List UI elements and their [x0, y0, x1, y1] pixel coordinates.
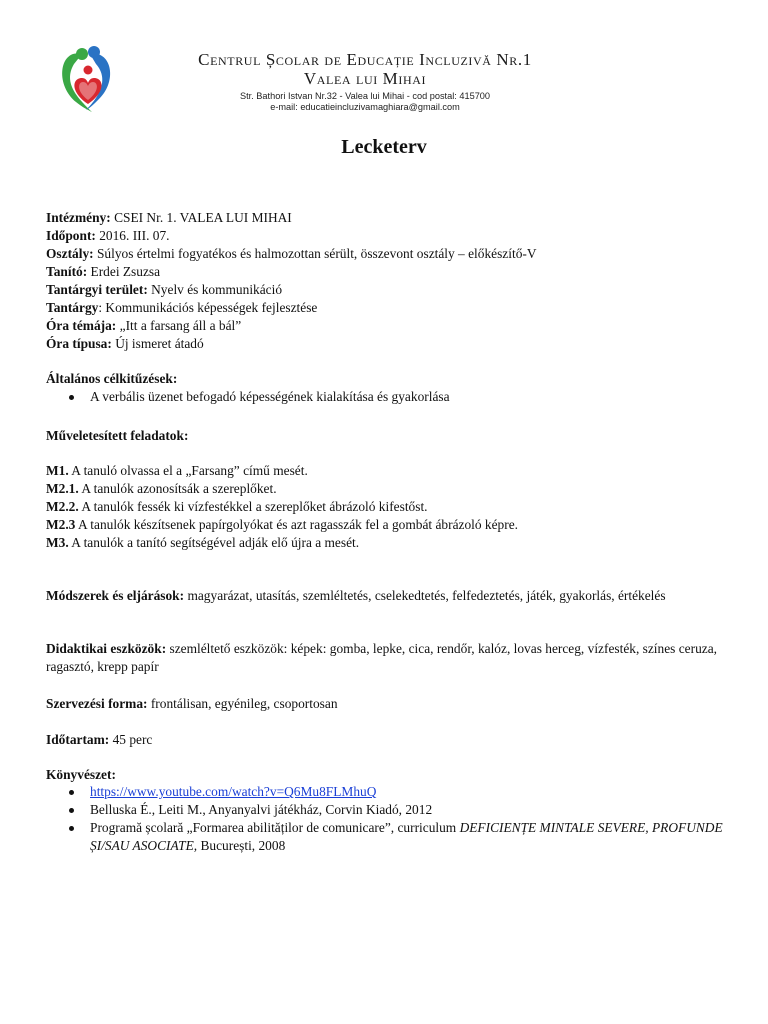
list-item: Belluska É., Leiti M., Anyanyalvi játékház, Corvin Kiadó, 2012 — [46, 801, 726, 819]
duration-line: Időtartam: 45 perc — [46, 732, 153, 747]
list-item — [46, 783, 726, 801]
school-name-line2: Valea lui Mihai — [303, 69, 427, 88]
tools-paragraph: Didaktikai eszközök: szemléltető eszközök: képek: gomba, lepke, cica, rendőr, kalóz, lovas herceg, vízfesték, színes ceruza, ragasztó, krepp papír — [46, 641, 718, 674]
tasks-heading: Műveletesített feladatok: — [46, 428, 189, 443]
info-row: Tanító: Erdei Zsuzsa — [46, 264, 161, 279]
info-row: Tantárgyi terület: Nyelv és kommunikáció — [46, 282, 283, 297]
school-logo-icon — [52, 44, 120, 116]
document-header — [44, 42, 734, 122]
task-row: M2.2. A tanulók fessék ki vízfestékkel a szereplőket ábrázoló kifestőst. — [46, 499, 428, 514]
organization-line: Szervezési forma: frontálisan, egyénileg, csoportosan — [46, 696, 338, 711]
school-name-line1: Centrul Școlar de Educație Incluzivă Nr.1 — [198, 50, 532, 69]
task-row: M3. A tanulók a tanító segítségével adják elő újra a mesét. — [46, 535, 360, 550]
school-address: Str. Bathori Istvan Nr.32 - Valea lui Mihai - cod postal: 415700 — [239, 91, 491, 101]
task-row: M2.1. A tanulók azonosítsák a szereplőket. — [46, 481, 277, 496]
info-row: Óra témája: „Itt a farsang áll a bál” — [46, 318, 242, 333]
youtube-link[interactable]: https://www.youtube.com/watch?v=Q6Mu8FLMhuQ — [90, 784, 377, 799]
bibliography-heading: Könyvészet: — [46, 767, 116, 782]
info-row: Időpont: 2016. III. 07. — [46, 228, 170, 243]
info-row: Intézmény: CSEI Nr. 1. VALEA LUI MIHAI — [46, 210, 292, 225]
list-item: A verbális üzenet befogadó képességének kialakítása és gyakorlása — [46, 388, 726, 406]
info-row: Óra típusa: Új ismeret átadó — [46, 336, 204, 351]
methods-paragraph: Módszerek és eljárások: magyarázat, utasítás, szemléltetés, cselekedtetés, felfedeztetés, játék, gyakorlás, értékelés — [46, 588, 666, 603]
page-title: Lecketerv — [341, 136, 427, 158]
school-email: e-mail: educatieincluzivamaghiara@gmail.com — [270, 102, 460, 112]
task-row: M1. A tanuló olvassa el a „Farsang” című mesét. — [46, 463, 308, 478]
list-item: Programă școlară „Formarea abilităților de comunicare”, curriculum DEFICIENȚE MINTALE SEVERE, PROFUNDE ȘI/SAU ASOCIATE, București, 2008 — [46, 819, 726, 855]
objectives-list — [46, 388, 726, 406]
info-row: Tantárgy: Kommunikációs képességek fejlesztése — [46, 300, 318, 315]
task-row: M2.3 A tanulók készítsenek papírgolyókat és azt ragasszák fel a gombát ábrázoló képre. — [46, 517, 518, 532]
bibliography-list — [46, 783, 726, 855]
info-row: Osztály: Súlyos értelmi fogyatékos és halmozottan sérült, összevont osztály – előkészítő-V — [46, 246, 537, 261]
header-text — [140, 50, 590, 113]
objectives-heading: Általános célkitűzések: — [46, 371, 178, 386]
